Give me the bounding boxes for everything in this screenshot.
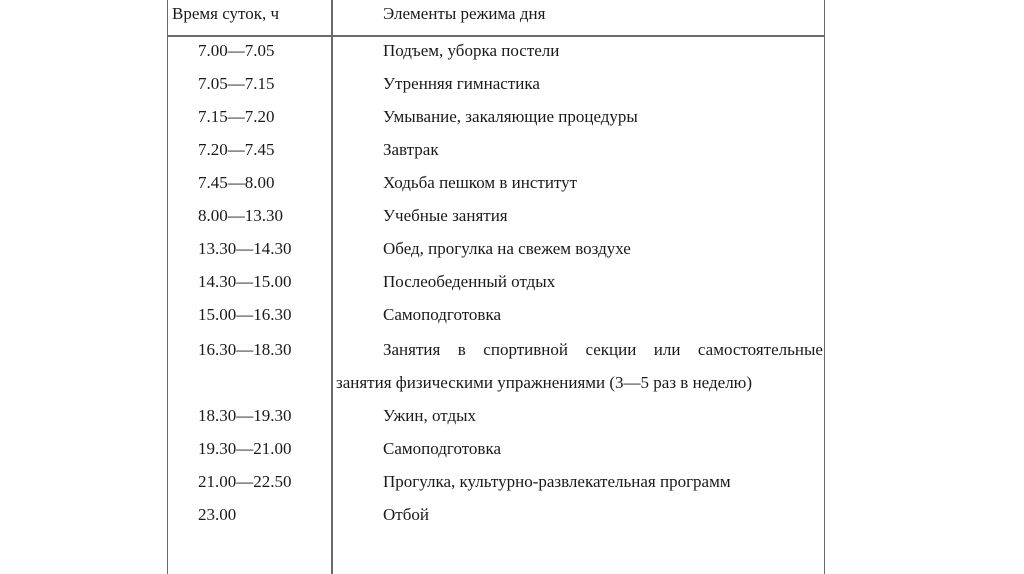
- row-element: Самоподготовка: [383, 305, 502, 324]
- row-element: Завтрак: [383, 140, 439, 159]
- header-time: Время суток, ч: [172, 4, 280, 23]
- row-element-line-1: [383, 340, 823, 360]
- row-time: 7.20—7.45: [198, 140, 275, 159]
- word: секции: [585, 340, 637, 359]
- row-element: Учебные занятия: [383, 206, 508, 225]
- row-element: Самоподготовка: [383, 439, 502, 458]
- row-time: 18.30—19.30: [198, 406, 292, 425]
- row-time: 7.15—7.20: [198, 107, 275, 126]
- row-time: 19.30—21.00: [198, 439, 292, 458]
- row-element: Подъем, уборка постели: [383, 41, 560, 60]
- row-element: Отбой: [383, 505, 429, 524]
- word: Занятия: [383, 340, 441, 359]
- row-time: 7.05—7.15: [198, 74, 275, 93]
- row-element: Утренняя гимнастика: [383, 74, 540, 93]
- word: в: [457, 340, 466, 359]
- row-time: 13.30—14.30: [198, 239, 292, 258]
- row-element: Прогулка, культурно-развлекательная программ: [383, 472, 731, 491]
- row-time: 7.00—7.05: [198, 41, 275, 60]
- word: спортивной: [483, 340, 568, 359]
- row-time: 21.00—22.50: [198, 472, 292, 491]
- column-divider: [331, 0, 333, 574]
- row-time: 7.45—8.00: [198, 173, 275, 192]
- row-time: 16.30—18.30: [198, 340, 292, 359]
- row-time: 8.00—13.30: [198, 206, 283, 225]
- row-element: Послеобеденный отдых: [383, 272, 556, 291]
- header-divider: [167, 35, 825, 37]
- header-elements: Элементы режима дня: [383, 4, 546, 23]
- row-element: Ужин, отдых: [383, 406, 477, 425]
- row-element: Обед, прогулка на свежем воздухе: [383, 239, 631, 258]
- row-time: 23.00: [198, 505, 237, 524]
- row-time: 14.30—15.00: [198, 272, 292, 291]
- row-element: Умывание, закаляющие процедуры: [383, 107, 638, 126]
- row-element: Ходьба пешком в институт: [383, 173, 578, 192]
- row-element-line-2: занятия физическими упражнениями (3—5 раз в неделю): [336, 373, 753, 392]
- row-time: 15.00—16.30: [198, 305, 292, 324]
- word: самостоятельные: [697, 340, 823, 359]
- word: или: [653, 340, 681, 359]
